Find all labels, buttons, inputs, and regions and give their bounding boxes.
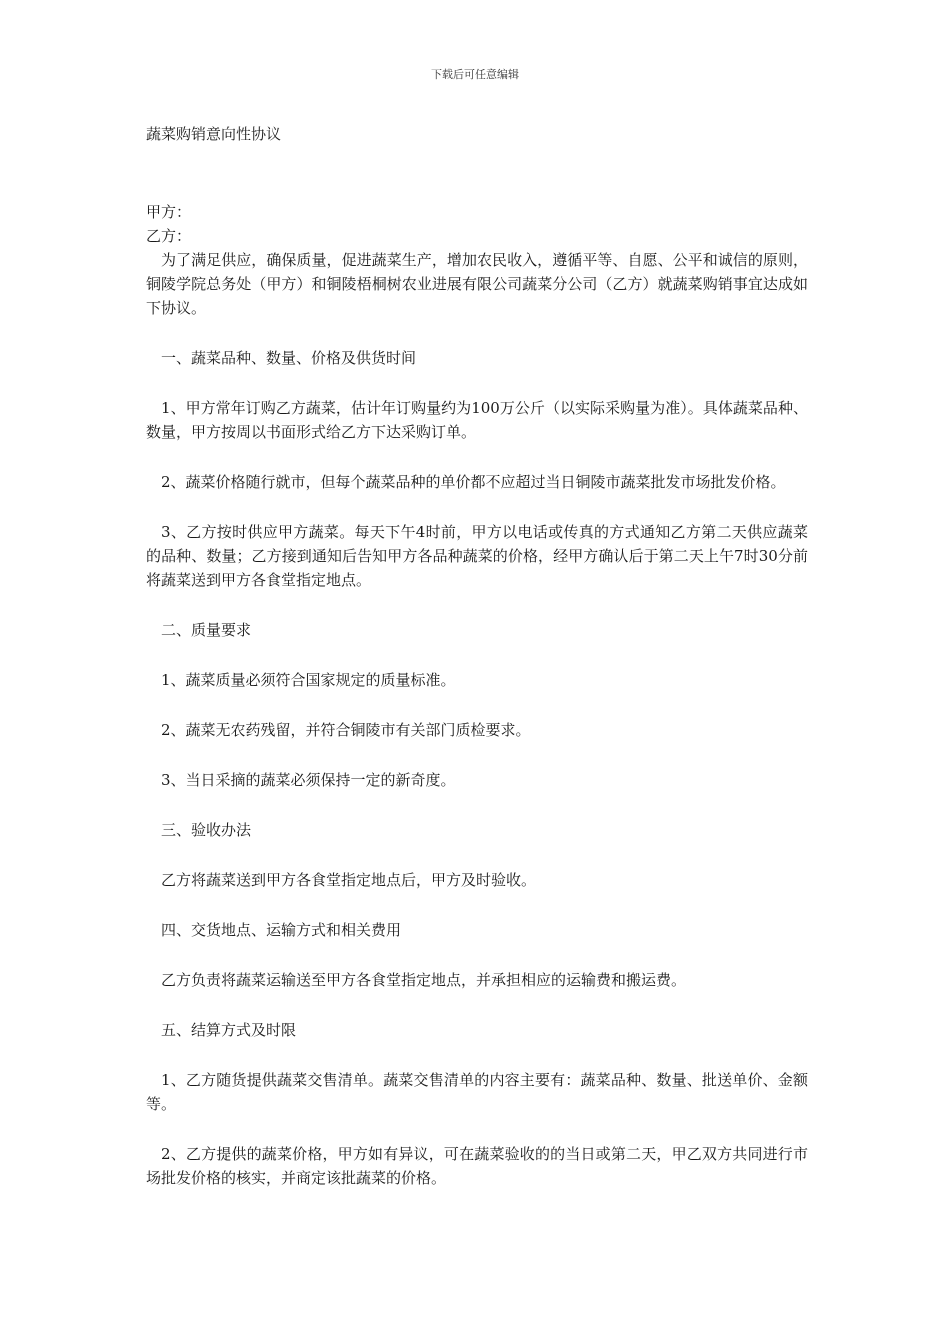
clause-1-1: 1、甲方常年订购乙方蔬菜，估计年订购量约为100万公斤（以实际采购量为准）。具体蔬菜品种、数量，甲方按周以书面形式给乙方下达采购订单。 — [146, 399, 808, 441]
section-heading-5: 五、结算方式及时限 — [161, 1021, 297, 1039]
document-title: 蔬菜购销意向性协议 — [146, 125, 282, 143]
clause-2-2: 2、蔬菜无农药残留，并符合铜陵市有关部门质检要求。 — [161, 721, 531, 739]
clause-1-2: 2、蔬菜价格随行就市，但每个蔬菜品种的单价都不应超过当日铜陵市蔬菜批发市场批发价格。 — [161, 473, 786, 491]
clause-5-1: 1、乙方随货提供蔬菜交售清单。蔬菜交售清单的内容主要有：蔬菜品种、数量、批送单价、金额等。 — [146, 1071, 808, 1113]
clause-3-text: 乙方将蔬菜送到甲方各食堂指定地点后，甲方及时验收。 — [161, 871, 537, 889]
header-note: 下载后可任意编辑 — [431, 68, 519, 81]
preamble-paragraph: 为了满足供应，确保质量，促进蔬菜生产，增加农民收入，遵循平等、自愿、公平和诚信的原则，铜陵学院总务处（甲方）和铜陵梧桐树农业进展有限公司蔬菜分公司（乙方）就蔬菜购销事宜达成如下协议。 — [146, 251, 808, 317]
party-b-line: 乙方： — [146, 227, 192, 245]
clause-1-3: 3、乙方按时供应甲方蔬菜。每天下午4时前，甲方以电话或传真的方式通知乙方第二天供应蔬菜的品种、数量；乙方接到通知后告知甲方各品种蔬菜的价格，经甲方确认后于第二天上午7时30分前将蔬菜送到甲方各食堂指定地点。 — [146, 523, 808, 589]
clause-5-2: 2、乙方提供的蔬菜价格，甲方如有异议，可在蔬菜验收的的当日或第二天，甲乙双方共同进行市场批发价格的核实，并商定该批蔬菜的价格。 — [146, 1145, 808, 1187]
section-heading-1: 一、蔬菜品种、数量、价格及供货时间 — [161, 349, 417, 367]
section-heading-2: 二、质量要求 — [161, 621, 252, 639]
clause-2-3: 3、当日采摘的蔬菜必须保持一定的新奇度。 — [161, 771, 456, 789]
party-a-line: 甲方： — [146, 203, 192, 221]
document-body — [146, 122, 808, 1190]
clause-2-1: 1、蔬菜质量必须符合国家规定的质量标准。 — [161, 671, 456, 689]
section-heading-4: 四、交货地点、运输方式和相关费用 — [161, 921, 402, 939]
clause-4-text: 乙方负责将蔬菜运输送至甲方各食堂指定地点，并承担相应的运输费和搬运费。 — [161, 971, 687, 989]
section-heading-3: 三、验收办法 — [161, 821, 252, 839]
